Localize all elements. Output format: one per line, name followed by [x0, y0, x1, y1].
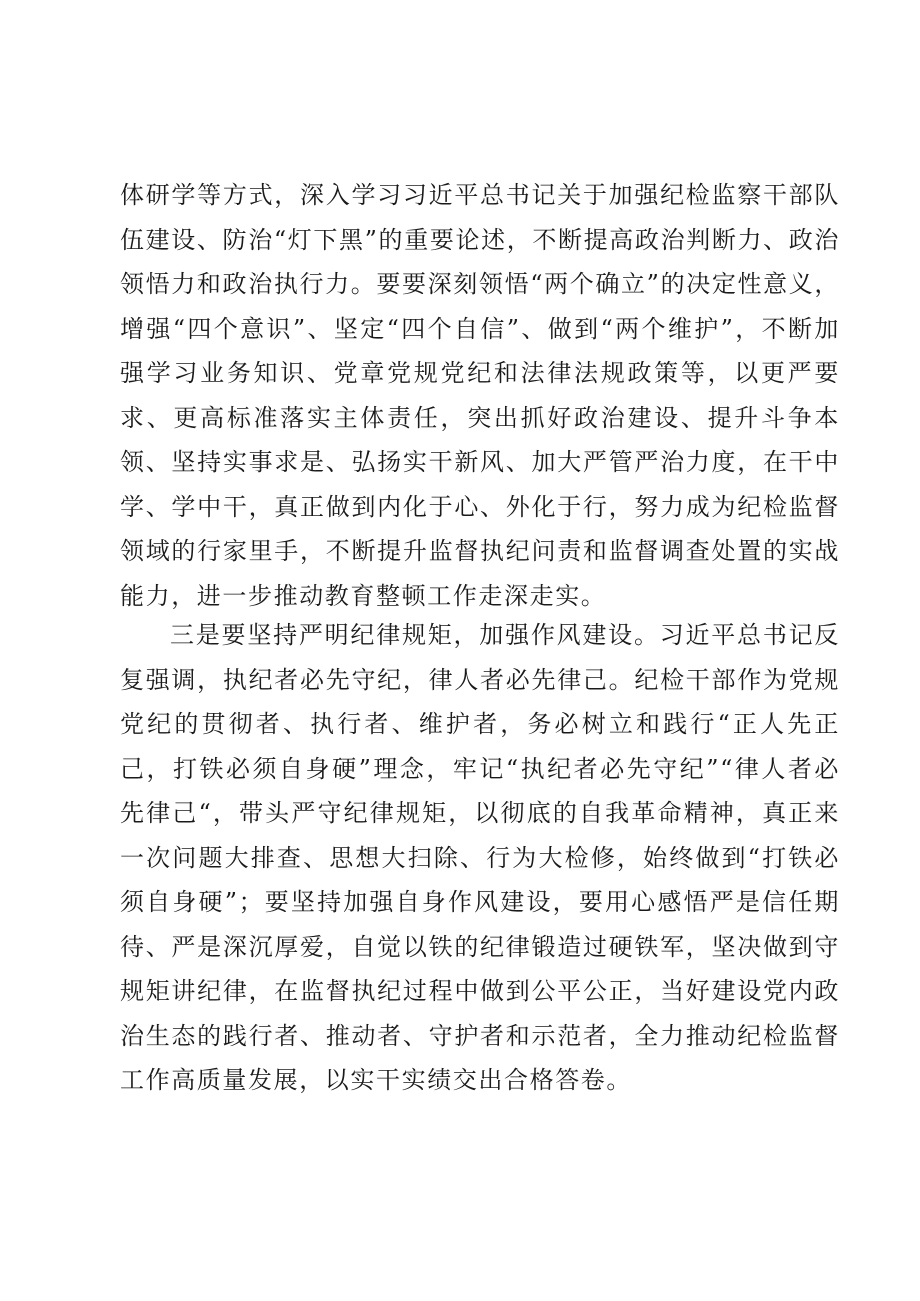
- body-paragraph-continued: 体研学等方式，深入学习习近平总书记关于加强纪检监察干部队伍建设、防治“灯下黑”的重要论述，不断提高政治判断力、政治领悟力和政治执行力。要要深刻领悟“两个确立”的决定性意义，增强“四个意识”、坚定“四个自信”、做到“两个维护”，不断加强学习业务知识、党章党规党纪和法律法规政策等，以更严要求、更高标准落实主体责任，突出抓好政治建设、提升斗争本领、坚持实事求是、弘扬实干新风、加大严管严治力度，在干中学、学中干，真正做到内化于心、外化于行，努力成为纪检监督领域的行家里手，不断提升监督执纪问责和监督调查处置的实战能力，进一步推动教育整顿工作走深走实。: [120, 181, 840, 610]
- body-paragraph-third-point: 三是要坚持严明纪律规矩，加强作风建设。习近平总书记反复强调，执纪者必先守纪，律人者必先律己。纪检干部作为党规党纪的贯彻者、执行者、维护者，务必树立和践行“正人先正己，打铁必须自身硬”理念，牢记“执纪者必先守纪”“律人者必先律己“，带头严守纪律规矩，以彻底的自我革命精神，真正来一次问题大排查、思想大扫除、行为大检修，始终做到“打铁必须自身硬”；要坚持加强自身作风建设，要用心感悟严是信任期待、严是深沉厚爱，自觉以铁的纪律锻造过硬铁军，坚决做到守规矩讲纪律，在监督执纪过程中做到公平公正，当好建设党内政治生态的践行者、推动者、守护者和示范者，全力推动纪检监督工作高质量发展，以实干实绩交出合格答卷。: [120, 621, 840, 1094]
